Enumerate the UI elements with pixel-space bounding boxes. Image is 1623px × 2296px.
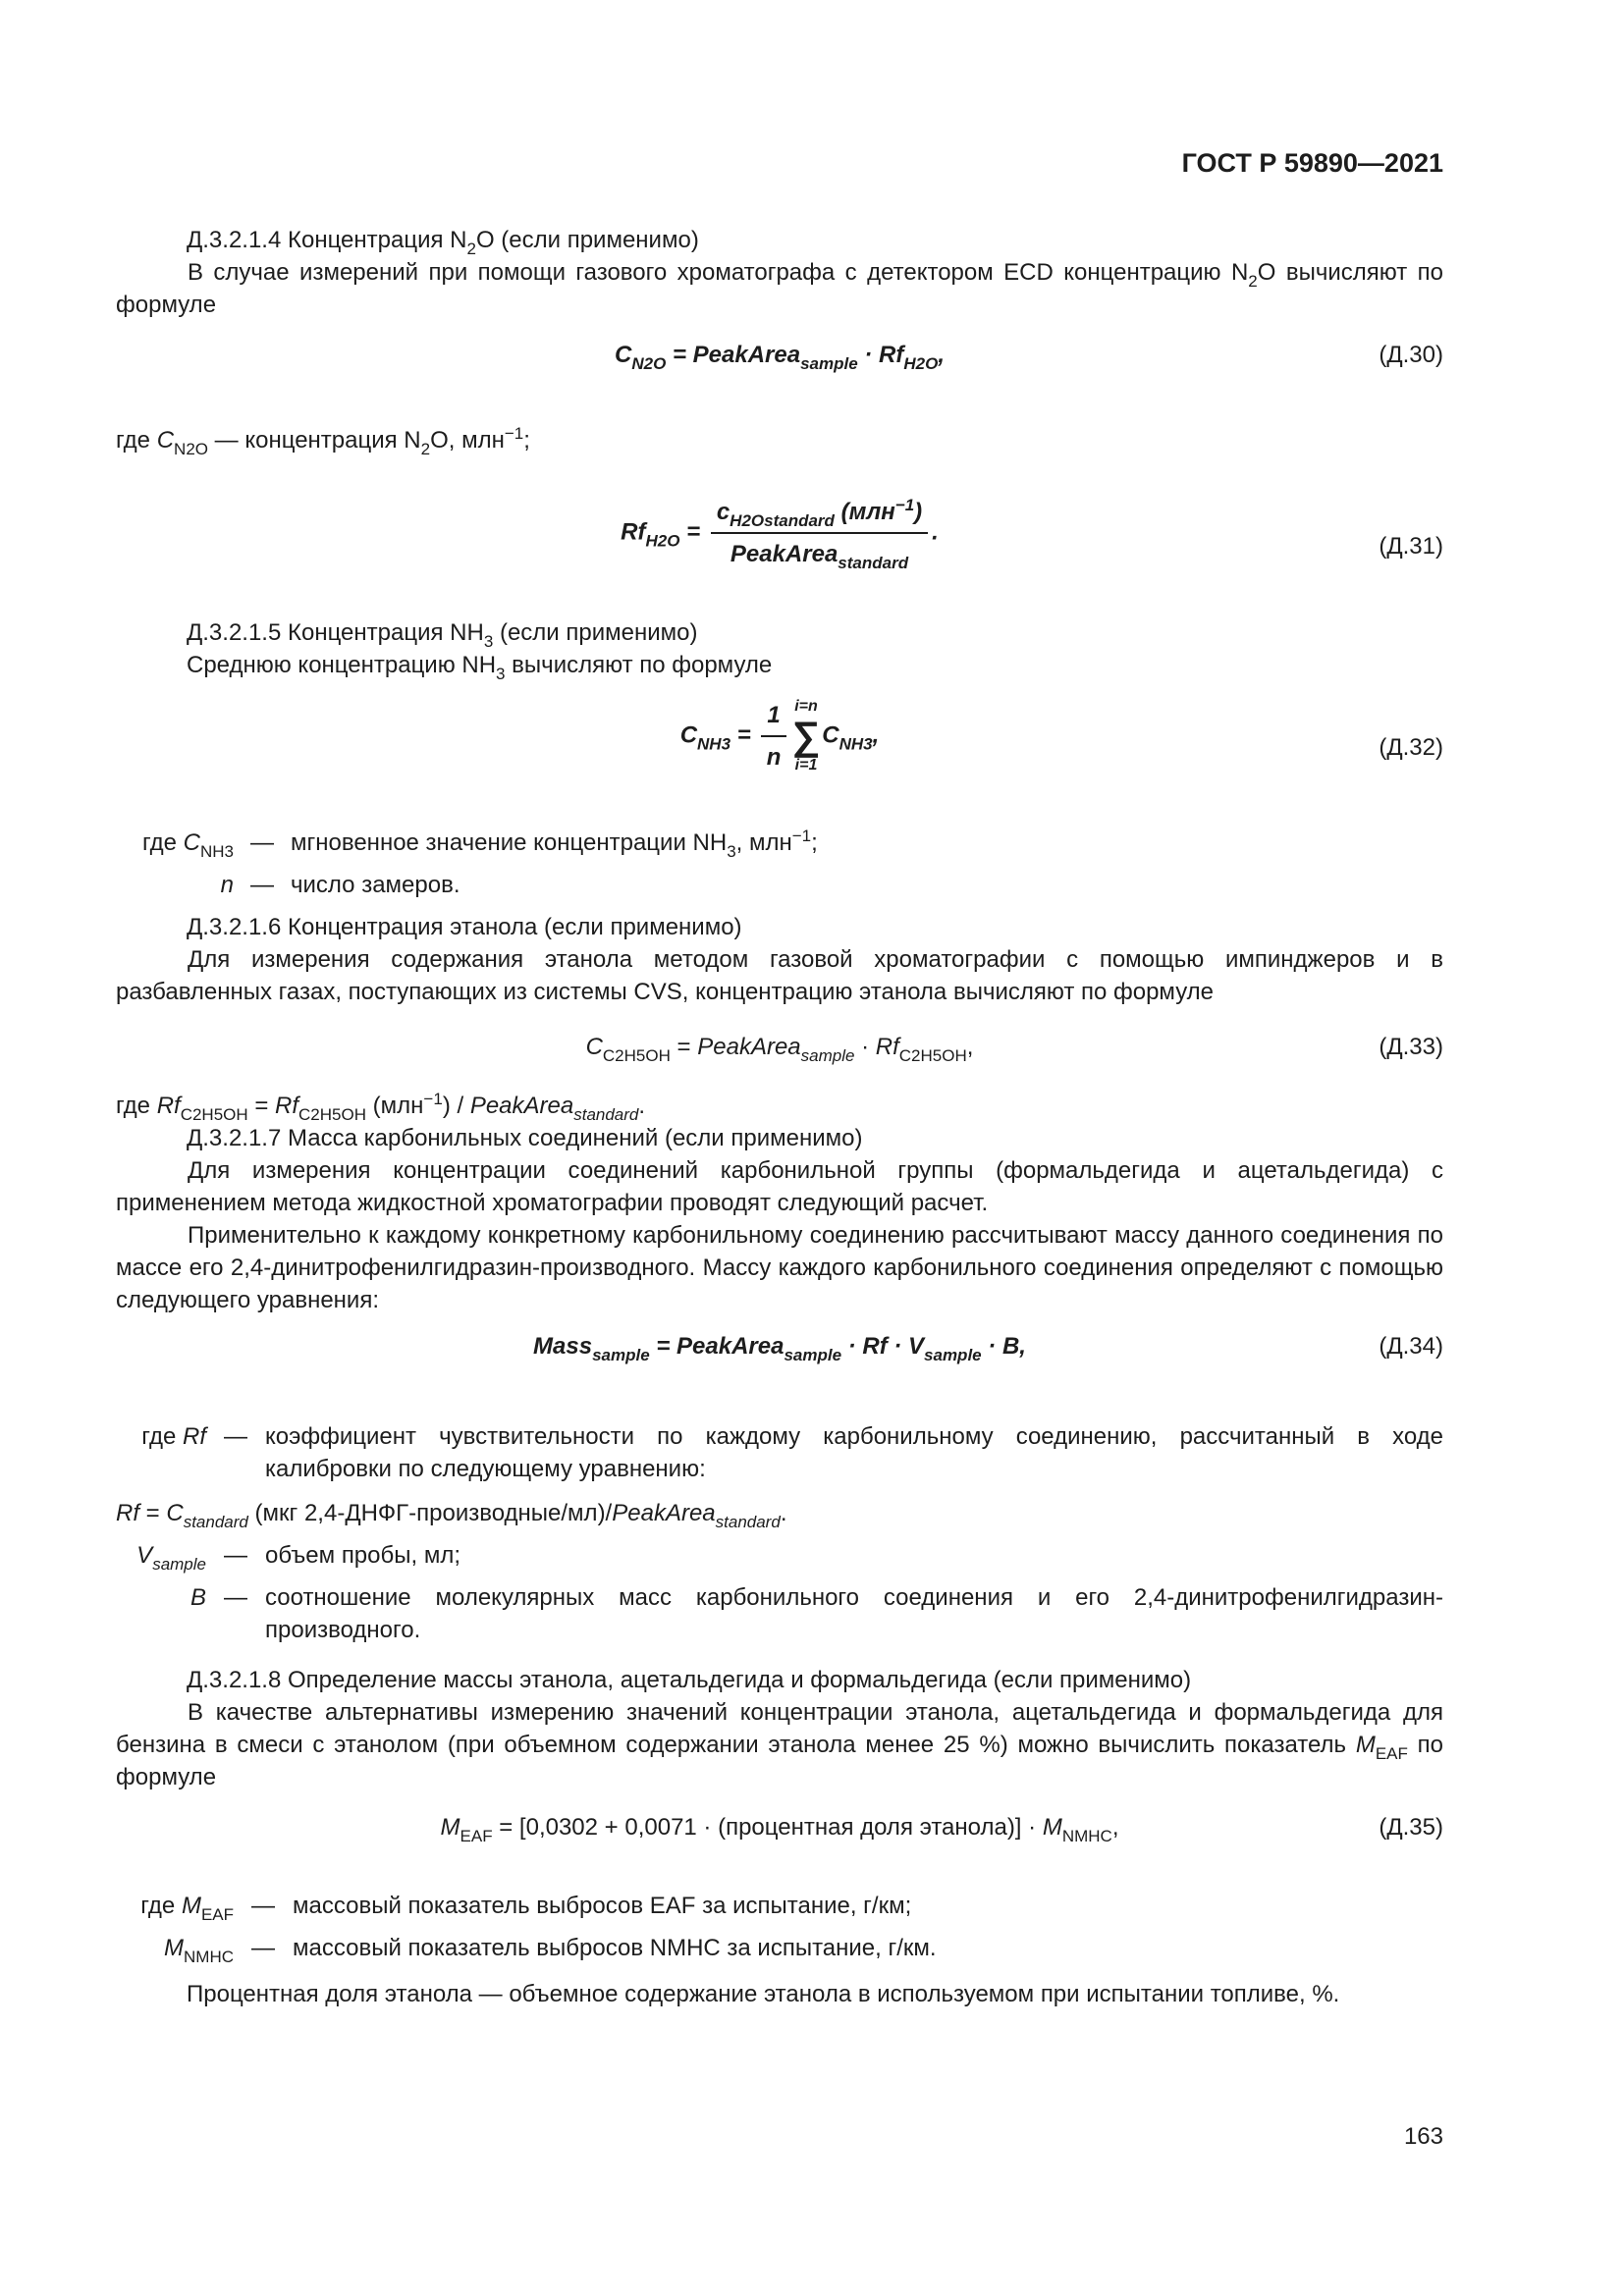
- paragraph-ethanol: Для измерения содержания этанола методом газовой хроматографии с помощью импинджеров и в разбавленных газах, поступающих из системы CVS, концентрацию этанола вычисляют по формуле: [116, 946, 1443, 1005]
- paragraph-carbonyl-1: Для измерения концентрации соединений карбонильной группы (формальдегида и ацетальдегида) с применением метода жидкостной хроматографии проводят следующий расчет.: [116, 1157, 1443, 1216]
- section-title-ethanol: Д.3.2.1.6 Концентрация этанола (если применимо): [187, 914, 742, 940]
- where-d35-row-1: где $M_{EAF}$ — массовый показатель выбросов EAF за испытание, г/км;: [140, 1893, 912, 1924]
- section-title-carbonyl: Д.3.2.1.7 Масса карбонильных соединений (если применимо): [187, 1125, 863, 1151]
- equation-number-d33: (Д.33): [1379, 1034, 1443, 1060]
- formula-d35: $M_{EAF} = [0,0302 + 0,0071$ · (процентная доля этанола)] · $M_{NMHC}$,: [440, 1814, 1119, 1845]
- where-d32-row-1: где $C_{NH3}$ — мгновенное значение концентрации $NH_3$, млн$^{-1}$;: [141, 827, 818, 861]
- where-d35-row-2: $M_{NMHC}$ — массовый показатель выбросов NMHC за испытание, г/км.: [164, 1935, 937, 1966]
- where-d33: где $Rf_{C2H5OH} = Rf_{C2H5OH}$ (млн$^{-1}$) / PeakArea$_{standard}$.: [116, 1090, 646, 1124]
- equation-number-d32: (Д.32): [1379, 734, 1443, 761]
- equation-d33: [116, 1031, 1443, 1090]
- section-title-n2o: Д.3.2.1.4 Концентрация $N_2O$ (если применимо): [187, 227, 699, 258]
- page-number: 163: [1403, 2123, 1443, 2150]
- equation-d32: [116, 697, 1443, 795]
- paragraph-n2o: В случае измерений при помощи газового хроматографа с детектором ECD концентрацию $N_2O$ вычисляют по формуле: [116, 259, 1443, 318]
- equation-d31: [116, 496, 1443, 594]
- equation-d34: [116, 1330, 1443, 1389]
- formula-d33: $C_{C2H5OH}$ = PeakArea$_{sample}$ · $Rf_{C2H5OH}$,: [585, 1034, 974, 1065]
- equation-number-d31: (Д.31): [1379, 533, 1443, 560]
- where-d30: где $C_{N2O}$ — концентрация $N_2O$, млн$^{-1}$;: [116, 424, 530, 458]
- equation-number-d34: (Д.34): [1379, 1333, 1443, 1360]
- equation-d35: [116, 1811, 1443, 1870]
- section-title-nh3: Д.3.2.1.5 Концентрация $NH_3$ (если применимо): [187, 619, 698, 651]
- where-d34-rf: где Rf — коэффициент чувствительности по каждому карбонильному соединению, рассчитанный в ходе калибровки по следующему уравнению:: [141, 1423, 1443, 1482]
- formula-d30: $C_{N2O}$ = PeakArea$_{sample}$ · $Rf_{H2O}$,: [615, 342, 945, 373]
- formula-d31: $Rf_{H2O}$ = $\frac{c_{H2Ostandard} (млн^{-1})}{PeakArea_{standard}}$ .: [621, 496, 939, 572]
- equation-number-d35: (Д.35): [1379, 1814, 1443, 1841]
- paragraph-eaf: В качестве альтернативы измерению значений концентрации этанола, ацетальдегида и формальдегида для бензина в смеси с этанолом (при объемном содержании этанола менее 25 %) можно вычислить показатель $M_{EAF}$ по формуле: [116, 1699, 1443, 1790]
- document-header: ГОСТ Р 59890—2021: [1181, 148, 1443, 178]
- formula-d32: $C_{NH3}$ = $\frac{1}{n}$ i=n ∑ i=1 $C_{NH3}$,: [679, 698, 880, 774]
- section-title-eaf: Д.3.2.1.8 Определение массы этанола, ацетальдегида и формальдегида (если применимо): [187, 1667, 1192, 1693]
- paragraph-nh3: Среднюю концентрацию $NH_3$ вычисляют по формуле: [187, 652, 773, 683]
- equation-d30: [116, 339, 1443, 398]
- where-d34-b: B — соотношение молекулярных масс карбонильного соединения и его 2,4-динитрофенилгидразин-производного.: [189, 1584, 1443, 1643]
- where-d34-v: $V_{sample}$ — объем пробы, мл;: [136, 1542, 461, 1574]
- where-d32-row-2: n — число замеров.: [220, 872, 460, 898]
- rf-calibration-formula: $Rf = C_{standard}$ (мкг 2,4-ДНФГ-производные/мл)/PeakArea$_{standard}$.: [116, 1500, 787, 1531]
- paragraph-carbonyl-2: Применительно к каждому конкретному карбонильному соединению рассчитывают массу данного соединения по массе его 2,4-динитрофенилгидразин-производного. Массу каждого карбонильного соединения определяют с помощью следующего уравнения:: [116, 1222, 1443, 1313]
- ethanol-share-note: Процентная доля этанола — объемное содержание этанола в используемом при испытании топливе, %.: [187, 1981, 1340, 2007]
- formula-d34: Mass$_{sample}$ = PeakArea$_{sample}$ · $Rf \cdot V_{sample} \cdot B$,: [533, 1333, 1026, 1364]
- equation-number-d30: (Д.30): [1379, 342, 1443, 368]
